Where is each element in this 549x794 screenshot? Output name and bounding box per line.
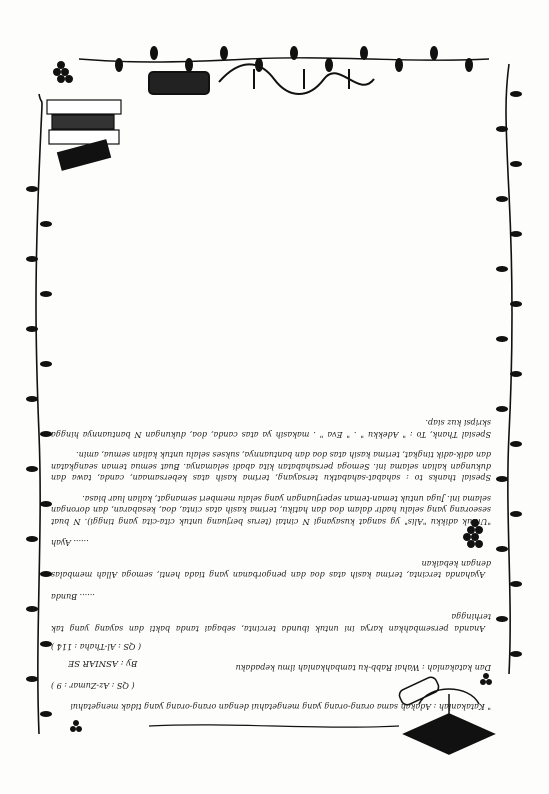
verse-2: Dan katakanlah : Wahai Rabb-ku tambahkanlah ilmu kepadaku	[235, 663, 491, 672]
special-thanks-closing: Spesial Thank, To : " Adekku " . " Eva " . makasih ya atas canda, doa, dukungan N bantuannya hingga skripsi kuz siap.	[51, 418, 491, 439]
book-stack-icon	[47, 100, 121, 170]
verse-2-reference: ( QS : Al-Thaha : 114 )	[51, 642, 142, 652]
signature-father: ...... Ayah	[51, 538, 89, 548]
verse-1: " Katakanlah : Adakah sama orang-orang yang mengetahui dengan orang-orang yang tidak mengetahui	[70, 702, 491, 711]
verse-1-reference: ( QS : Az-Zumar : 9 )	[51, 681, 135, 691]
signature-mother: ...... Bunda	[51, 592, 95, 601]
dedication-father: Ayahanda tercinta, terima kasih atas doa dan pengorbanan yang tiada henti, semoga Allah membalas dengan kebaikan	[51, 559, 491, 580]
special-thanks-paragraph: Spesial thanks to : sahabat-sahabatku tersayang, terima kasih atas kebersamaan, canda, tawa dan dukungan kalian selama ini. Semoga persahabatan kita abadi selamanya. Buat semua teman seangkatan dan adik-adik tingkat, terima kasih atas doa dan bantuannya, sukses selalu untuk kalian semua, amin.	[51, 450, 491, 483]
love-paragraph: "Untuk adikku "Alis" yg sangat kusayangi N cintai (terus berjuang untuk cita-cita yang tinggi). N buat seseorang yang selalu hadir dalam doa dan hatiku, terima kasih atas cinta, doa, kesabaran, dan dorongan selama ini. Juga untuk teman-teman seperjuangan yang selalu memberi semangat, kalian luar biasa.	[51, 494, 491, 526]
dedication-mother: Ananda persembahkan karya ini untuk ibunda tercinta, sebagai tanda bakti dan sayang yang tak terhingga	[51, 612, 491, 633]
author-signature: By : ASNIAR SE	[68, 658, 138, 668]
